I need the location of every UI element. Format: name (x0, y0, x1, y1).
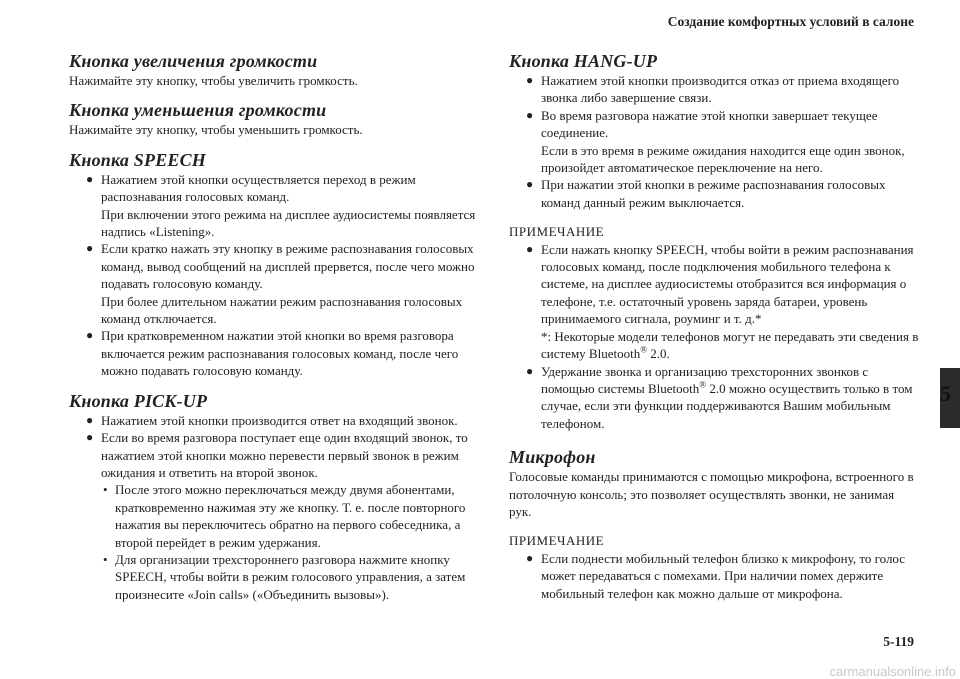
left-column (69, 50, 479, 613)
list-item (509, 72, 919, 107)
text-run: 2.0 можно осуществить только в том случае, если эти функции поддерживаются Вашим мобильным телефоном. (541, 380, 913, 431)
list-item-text (541, 363, 919, 433)
footnote-text: 2.0. (647, 346, 670, 362)
registered-mark: ® (640, 344, 648, 355)
list-item-text: ● Если поднести мобильный телефон близко к микрофону, то голос может передаваться с помехами. При наличии помех держите мобильный телефон как можно дальше от микрофона. (541, 550, 906, 601)
list-item-text: Если в это время в режиме ожидания находится еще один звонок, произойдет автоматическое переключение на него. (541, 142, 905, 176)
list-item (69, 412, 479, 429)
list-item (509, 107, 919, 177)
note-label: ПРИМЕЧАНИЕ (509, 224, 605, 240)
list-item-text: ● При нажатии этой кнопки в режиме распознавания голосовых команд данный режим выключается. (541, 177, 886, 210)
section-microphone (509, 446, 919, 520)
text-run: Удержание звонка и организацию трехсторонних звонков с помощью системы Bluetooth (541, 363, 869, 396)
list-item (69, 240, 479, 327)
list-item-text: ● Нажатием этой кнопки производится отказ от приема входящего звонка либо завершение связи. (541, 73, 900, 106)
list-item-text: ● Нажатием этой кнопки осуществляется переход в режим распознавания голосовых команд. (101, 171, 416, 205)
list-item-text: При более длительном нажатии режим распознавания голосовых команд отключается. (101, 293, 463, 327)
sub-list-item: • После этого можно переключаться между двумя абонентами, кратковременно нажимая эту же кнопку. Т. е. после повторного нажатия вы переключитесь обратно на первого собеседника, а второй перейдет в режим удержания. (101, 481, 479, 551)
registered-mark: ® (699, 379, 707, 390)
note-label: ПРИМЕЧАНИЕ (509, 533, 605, 549)
section-title: Кнопка увеличения громкости (69, 51, 318, 71)
page-number: 5-119 (883, 634, 914, 649)
chapter-number: 5 (940, 381, 951, 406)
section-volume-up (69, 50, 479, 89)
running-header: Создание комфортных условий в салоне (667, 14, 914, 29)
list-item (509, 176, 919, 211)
list-item-text: ● Если во время разговора поступает еще один входящий звонок, то нажатием этой кнопки можно перевести первый звонок в режим ожидания и ответить на второй звонок. (101, 430, 468, 480)
list-item (509, 241, 919, 363)
footnote-text: *: Некоторые модели телефонов могут не передавать эти сведения в систему Bluetooth (541, 328, 919, 362)
bullet-list (69, 171, 479, 380)
section-text: Голосовые команды принимаются с помощью микрофона, встроенного в потолочную консоль; это позволяет осуществлять звонки, не занимая рук. (509, 469, 914, 519)
bullet-list (69, 412, 479, 603)
list-item-text: ● Если кратко нажать эту кнопку в режиме распознавания голосовых команд, вывод сообщений на дисплей прервется, после чего можно подавать голосовую команду. (101, 241, 475, 292)
section-title: Кнопка HANG-UP (509, 51, 658, 71)
list-item-text: При включении этого режима на дисплее аудиосистемы появляется надпись «Listening». (101, 206, 476, 240)
note-block (509, 223, 919, 432)
note-block (509, 532, 919, 602)
bullet-list (509, 550, 919, 602)
section-text: Нажимайте эту кнопку, чтобы увеличить громкость. (69, 73, 358, 88)
list-item (69, 327, 479, 379)
list-item (509, 550, 919, 602)
section-title: Кнопка уменьшения громкости (69, 100, 327, 121)
section-volume-down (69, 99, 479, 138)
section-speech (69, 149, 479, 380)
right-column (509, 50, 919, 612)
section-hangup (509, 50, 919, 211)
section-pickup (69, 390, 479, 603)
list-item-text: ● Во время разговора нажатие этой кнопки завершает текущее соединение. (541, 107, 878, 141)
bullet-list (509, 241, 919, 432)
section-title: Кнопка PICK-UP (69, 390, 208, 411)
section-text: Нажимайте эту кнопку, чтобы уменьшить громкость. (69, 122, 363, 138)
section-title: Микрофон (509, 447, 596, 468)
section-title: Кнопка SPEECH (69, 149, 207, 170)
list-item (509, 363, 919, 433)
list-item-text: ● Если нажать кнопку SPEECH, чтобы войти в режим распознавания голосовых команд, после подключения мобильного телефона к системе, на дисплее аудиосистемы отобразится вся информация о телефоне, т.е. остаточный уровень заряда батареи, уровень принимаемого сигнала, роуминг и т. д.* (541, 241, 914, 327)
list-item-text: ● Нажатием этой кнопки производится ответ на входящий звонок. (101, 412, 458, 428)
bullet-list (509, 72, 919, 211)
sub-list (101, 481, 479, 603)
list-item (69, 171, 479, 241)
sub-list-item: • Для организации трехстороннего разговора нажмите кнопку SPEECH, чтобы войти в режим голосового управления, а затем произнесите «Join calls» («Объединить вызовы»). (101, 551, 479, 603)
footnote (541, 328, 919, 363)
list-item (69, 429, 479, 603)
list-item-text: ● При кратковременном нажатии этой кнопки во время разговора включается режим распознавания голосовых команд, после чего можно подавать голосовую команду. (101, 328, 459, 379)
watermark: carmanualsonline.info (829, 664, 956, 679)
